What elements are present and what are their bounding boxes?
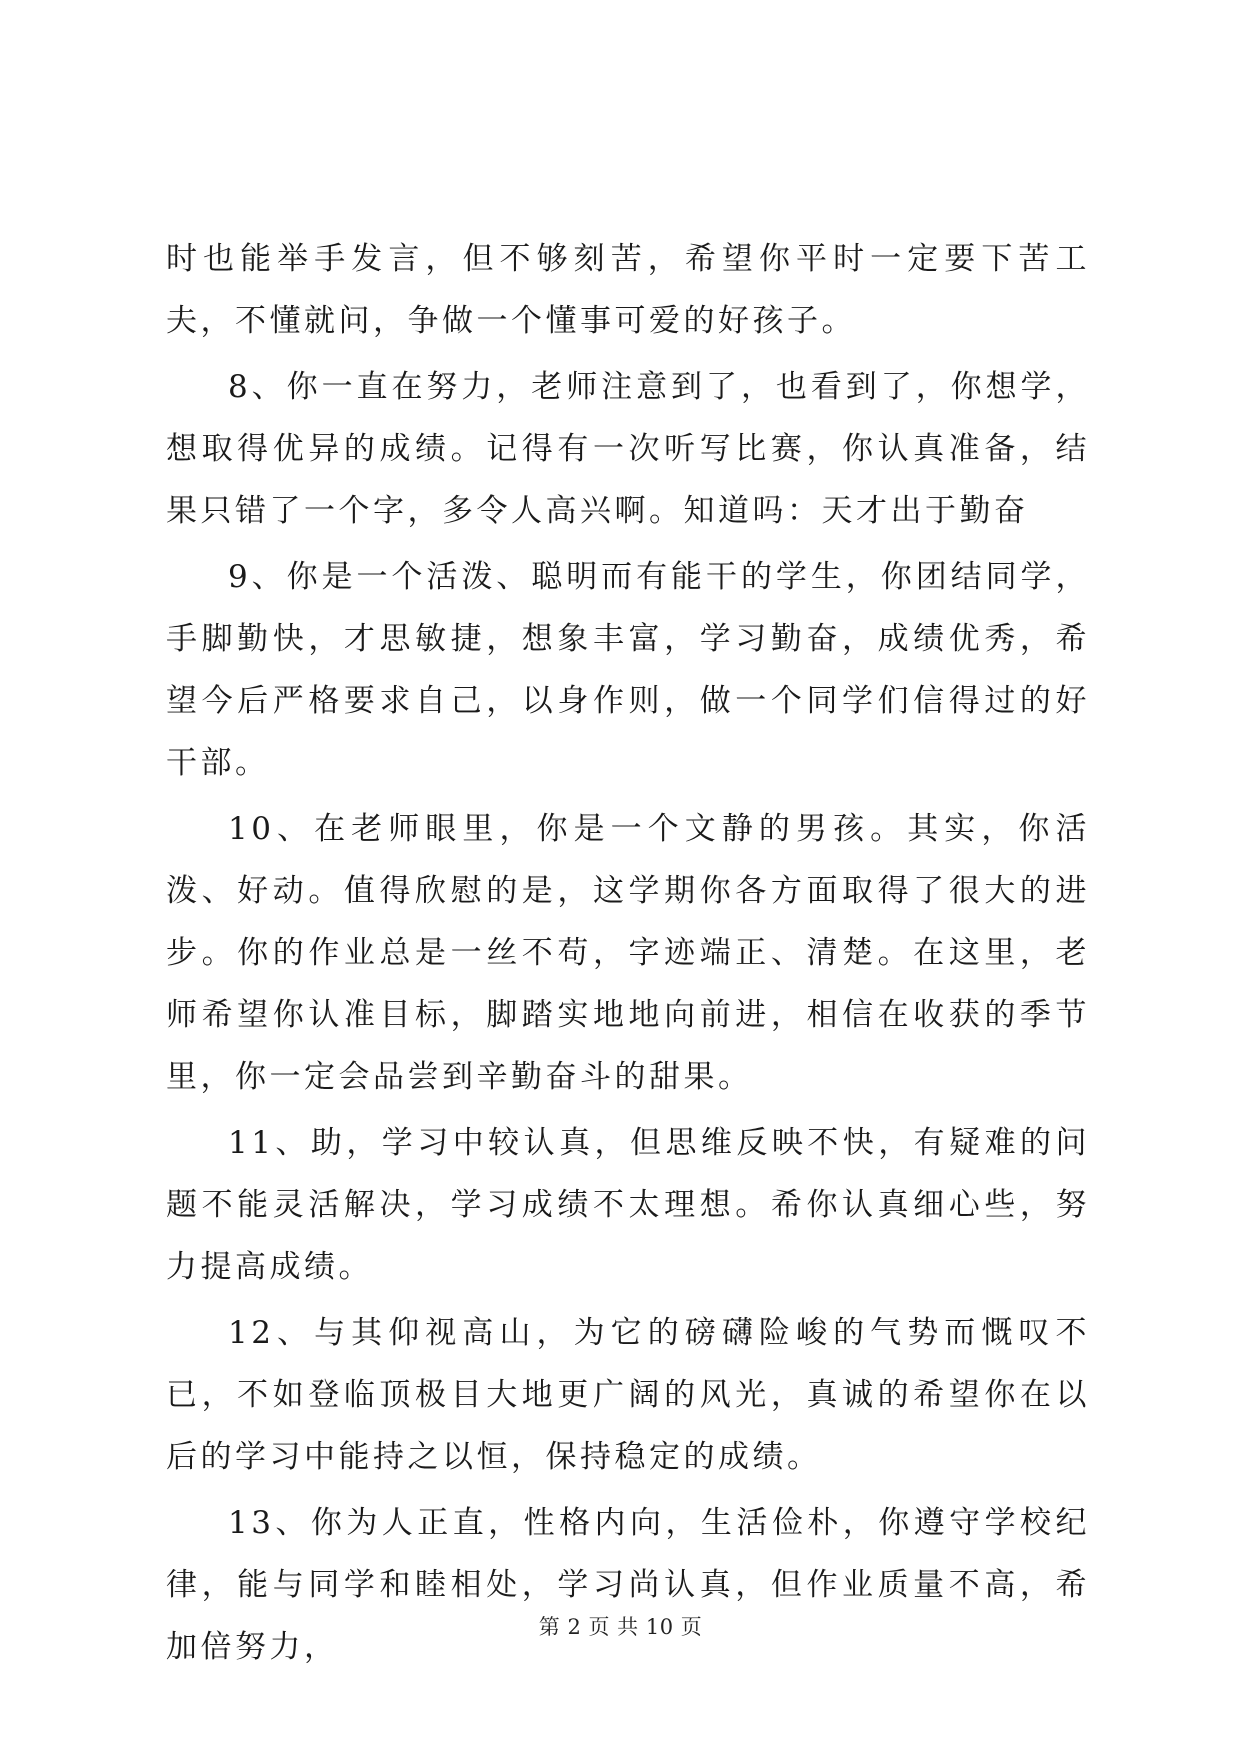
document-body [166, 228, 1090, 1682]
paragraph-item-8: 8、你一直在努力，老师注意到了，也看到了，你想学，想取得优异的成绩。记得有一次听写比赛，你认真准备，结果只错了一个字，多令人高兴啊。知道吗：天才出于勤奋 [166, 369, 1090, 529]
page-number-footer: 第 2 页 共 10 页 [538, 1615, 703, 1639]
paragraph-item-9: 9、你是一个活泼、聪明而有能干的学生，你团结同学，手脚勤快，才思敏捷，想象丰富，学习勤奋，成绩优秀，希望今后严格要求自己，以身作则，做一个同学们信得过的好干部。 [166, 559, 1090, 781]
paragraph-item-10: 10、在老师眼里，你是一个文静的男孩。其实，你活泼、好动。值得欣慰的是，这学期你各方面取得了很大的进步。你的作业总是一丝不苟，字迹端正、清楚。在这里，老师希望你认准目标，脚踏实地地向前进，相信在收获的季节里，你一定会品尝到辛勤奋斗的甜果。 [166, 811, 1090, 1095]
paragraph-item-11: 11、助，学习中较认真，但思维反映不快，有疑难的问题不能灵活解决，学习成绩不太理想。希你认真细心些，努力提高成绩。 [166, 1125, 1090, 1285]
paragraph-item-12: 12、与其仰视高山，为它的磅礴险峻的气势而慨叹不已，不如登临顶极目大地更广阔的风光，真诚的希望你在以后的学习中能持之以恒，保持稳定的成绩。 [166, 1315, 1090, 1475]
paragraph-continued: 时也能举手发言，但不够刻苦，希望你平时一定要下苦工夫，不懂就问，争做一个懂事可爱的好孩子。 [166, 241, 1090, 339]
paragraph-item-13: 13、你为人正直，性格内向，生活俭朴，你遵守学校纪律，能与同学和睦相处，学习尚认真，但作业质量不高，希加倍努力， [166, 1505, 1090, 1665]
